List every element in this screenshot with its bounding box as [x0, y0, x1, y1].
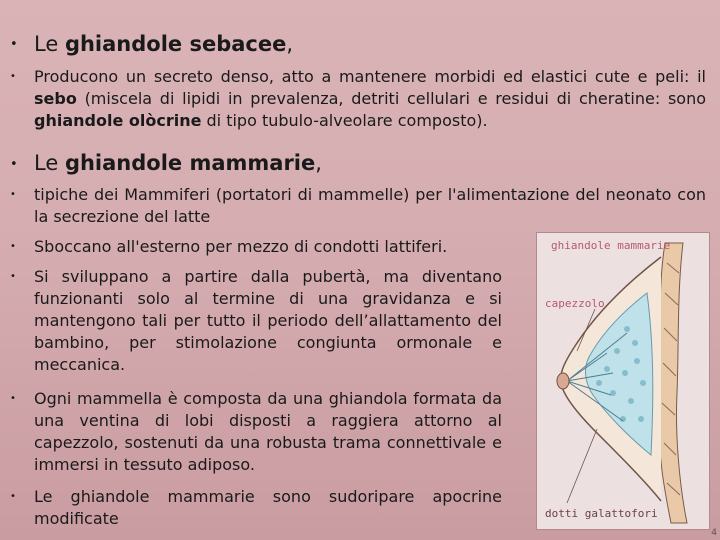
bullet: •: [10, 241, 16, 252]
bullet: •: [10, 393, 16, 404]
heading-mammarie: Le ghiandole mammarie,: [34, 151, 322, 175]
bullet: •: [10, 189, 16, 200]
breast-anatomy-figure: [536, 232, 710, 530]
bullet: •: [10, 271, 16, 282]
page-number: 4: [711, 528, 717, 538]
paragraph-sboccano: Sboccano all'esterno per mezzo di condotti lattiferi.: [34, 237, 448, 256]
figure-label-ducts: dotti galattofori: [545, 507, 658, 520]
heading-sebacee: Le ghiandole sebacee,: [34, 32, 294, 56]
paragraph-sebo: Producono un secreto denso, atto a mantenere morbidi ed elastici cute e peli: il sebo (miscela di lipidi in prevalenza, detriti cellulari e residui di cheratine: sono ghiandole olòcrine di tipo tubulo-alveolare composto).: [34, 67, 706, 130]
figure-label-nipple: capezzolo: [545, 297, 605, 310]
paragraph-apocrine: Le ghiandole mammarie sono sudoripare apocrine modificate: [34, 487, 502, 528]
paragraph-mammella: Ogni mammella è composta da una ghiandola formata da una ventina di lobi disposti a raggiera attorno al capezzolo, sostenuti da una robusta trama connettivale e immersi in tessuto adiposo.: [34, 389, 502, 474]
bullet: •: [10, 157, 18, 172]
paragraph-sviluppano: Si sviluppano a partire dalla pubertà, ma diventano funzionanti solo al termine di una gravidanza e si mantengono tali per tutto il periodo dell’allattamento del bambino, per stimolazione congiunta ormonale e meccanica.: [34, 267, 502, 374]
bullet: •: [10, 37, 18, 52]
figure-label-top: ghiandole mammarie: [551, 239, 671, 252]
bullet: •: [10, 491, 16, 502]
bullet: •: [10, 71, 16, 82]
paragraph-tipiche: tipiche dei Mammiferi (portatori di mammelle) per l'alimentazione del neonato con la secrezione del latte: [34, 185, 706, 226]
breast-illustration: [537, 233, 709, 529]
